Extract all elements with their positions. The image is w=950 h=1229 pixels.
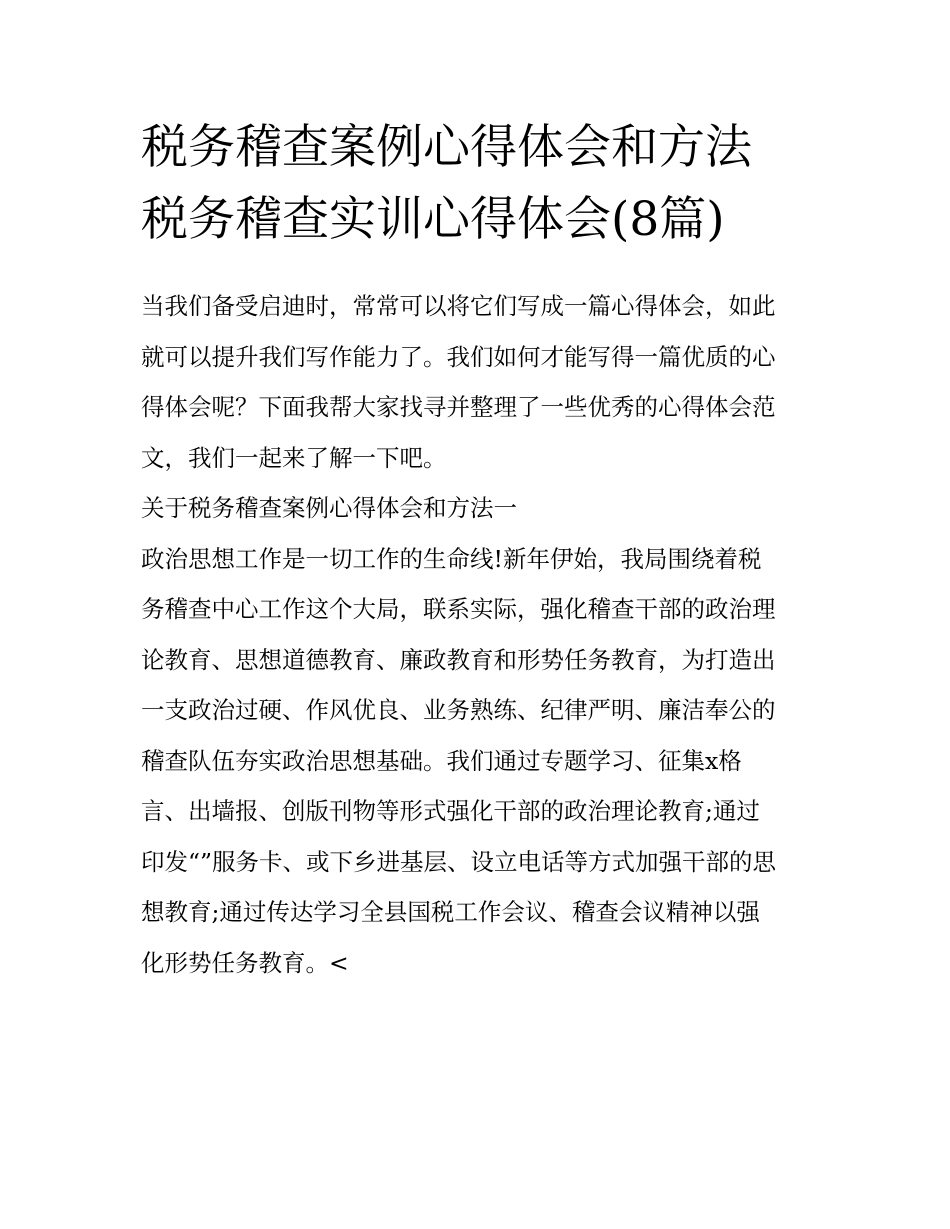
section-line: 论教育、思想道德教育、廉政教育和形势任务教育，为打造出	[141, 645, 776, 674]
section-line: 政治思想工作是一切工作的生命线!新年伊始，我局围绕着税	[141, 544, 762, 573]
document-page	[141, 112, 813, 988]
document-title	[141, 112, 813, 256]
section-line: 想教育;通过传达学习全县国税工作会议、稽查会议精神以强	[141, 898, 760, 926]
section-line: 言、出墙报、创版刊物等形式强化干部的政治理论教育;通过	[141, 797, 760, 825]
section-line: 一支政治过硬、作风优良、业务熟练、纪律严明、廉洁奉公的	[141, 696, 776, 724]
section-paragraph	[141, 534, 813, 989]
section-line: 化形势任务教育。<	[141, 948, 349, 977]
section-heading	[141, 483, 813, 534]
intro-line: 文，我们一起来了解一下吧。	[141, 443, 447, 472]
section-heading-text: 关于税务稽查案例心得体会和方法一	[141, 494, 517, 522]
section-line: 稽查队伍夯实政治思想基础。我们通过专题学习、征集x格	[141, 746, 742, 775]
section-line: 印发“”服务卡、或下乡进基层、设立电话等方式加强干部的思	[141, 847, 777, 876]
title-line-2: 税务稽查实训心得体会(8篇)	[141, 192, 725, 247]
intro-line: 当我们备受启迪时，常常可以将它们写成一篇心得体会，如此	[141, 292, 776, 320]
section-line: 务稽查中心工作这个大局，联系实际，强化稽查干部的政治理	[141, 595, 776, 623]
title-line-1: 税务稽查案例心得体会和方法	[141, 120, 752, 175]
intro-paragraph	[141, 281, 813, 483]
intro-line: 就可以提升我们写作能力了。我们如何才能写得一篇优质的心	[141, 342, 776, 371]
intro-line: 得体会呢？下面我帮大家找寻并整理了一些优秀的心得体会范	[141, 393, 776, 421]
